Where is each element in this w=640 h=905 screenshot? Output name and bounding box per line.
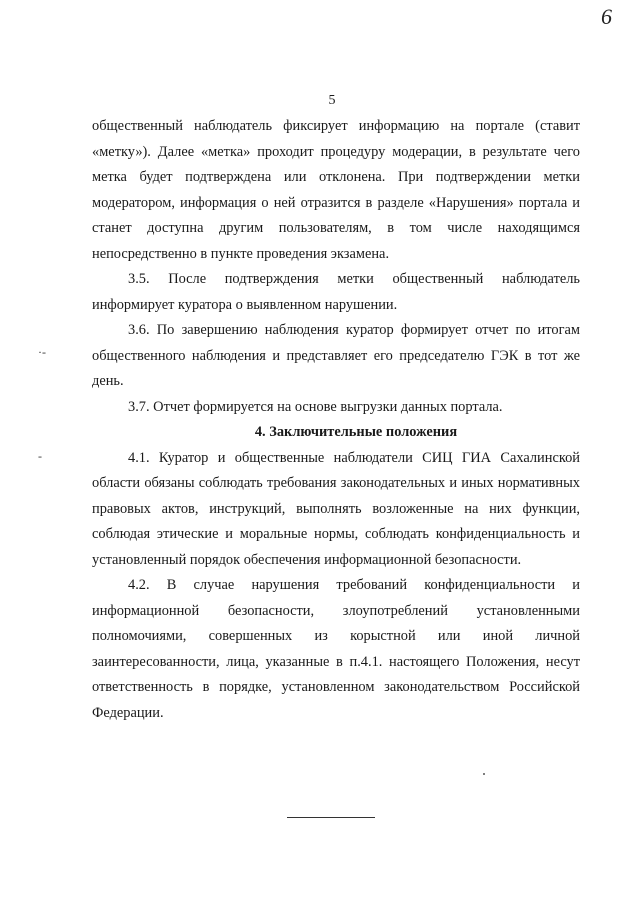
end-rule <box>287 817 375 818</box>
paragraph-3-7: 3.7. Отчет формируется на основе выгрузки данных портала. <box>128 398 503 415</box>
paragraph-4-2: 4.2. В случае нарушения требований конфиденциальности и информационной безопасности, злоупотреблений установленными полномочиями, совершенных из корыстной или иной личной заинтересованности, лица, указанные в п.4.1. настоящего Положения, несут ответственность в порядке, установленном законодательством Российской Федерации. <box>92 577 580 721</box>
paragraph-4-1: 4.1. Куратор и общественные наблюдатели СИЦ ГИА Сахалинской области обязаны соблюдать требования законодательных и иных нормативных правовых актов, инструкций, выполнять возложенные на них функции, соблюдая этические и моральные нормы, соблюдать конфиденциальность и установленный порядок обеспечения информационной безопасности. <box>92 449 580 568</box>
page-number: 5 <box>328 93 336 108</box>
margin-mark: ·‐ <box>38 345 46 359</box>
paragraph-3-6: 3.6. По завершению наблюдения куратор формирует отчет по итогам общественного наблюдения и представляет его председателю ГЭК в тот же день. <box>92 322 580 389</box>
margin-mark: ‐ <box>38 449 42 463</box>
handwritten-page-mark: 6 <box>601 4 612 29</box>
section-heading: 4. Заключительные положения <box>254 424 458 440</box>
document-body <box>92 114 580 726</box>
paragraph-3-5: 3.5. После подтверждения метки общественный наблюдатель информирует куратора о выявленном нарушении. <box>92 271 580 313</box>
paragraph-continuation: общественный наблюдатель фиксирует информацию на портале (ставит «метку»). Далее «метка» проходит процедуру модерации, в результате чего метка будет подтверждена или отклонена. При подтверждении метки модератором, информация о ней отразится в разделе «Нарушения» портала и станет доступна другим пользователям, в том числе находящимся непосредственно в пункте проведения экзамена. <box>92 118 580 262</box>
stray-dot <box>483 773 485 775</box>
